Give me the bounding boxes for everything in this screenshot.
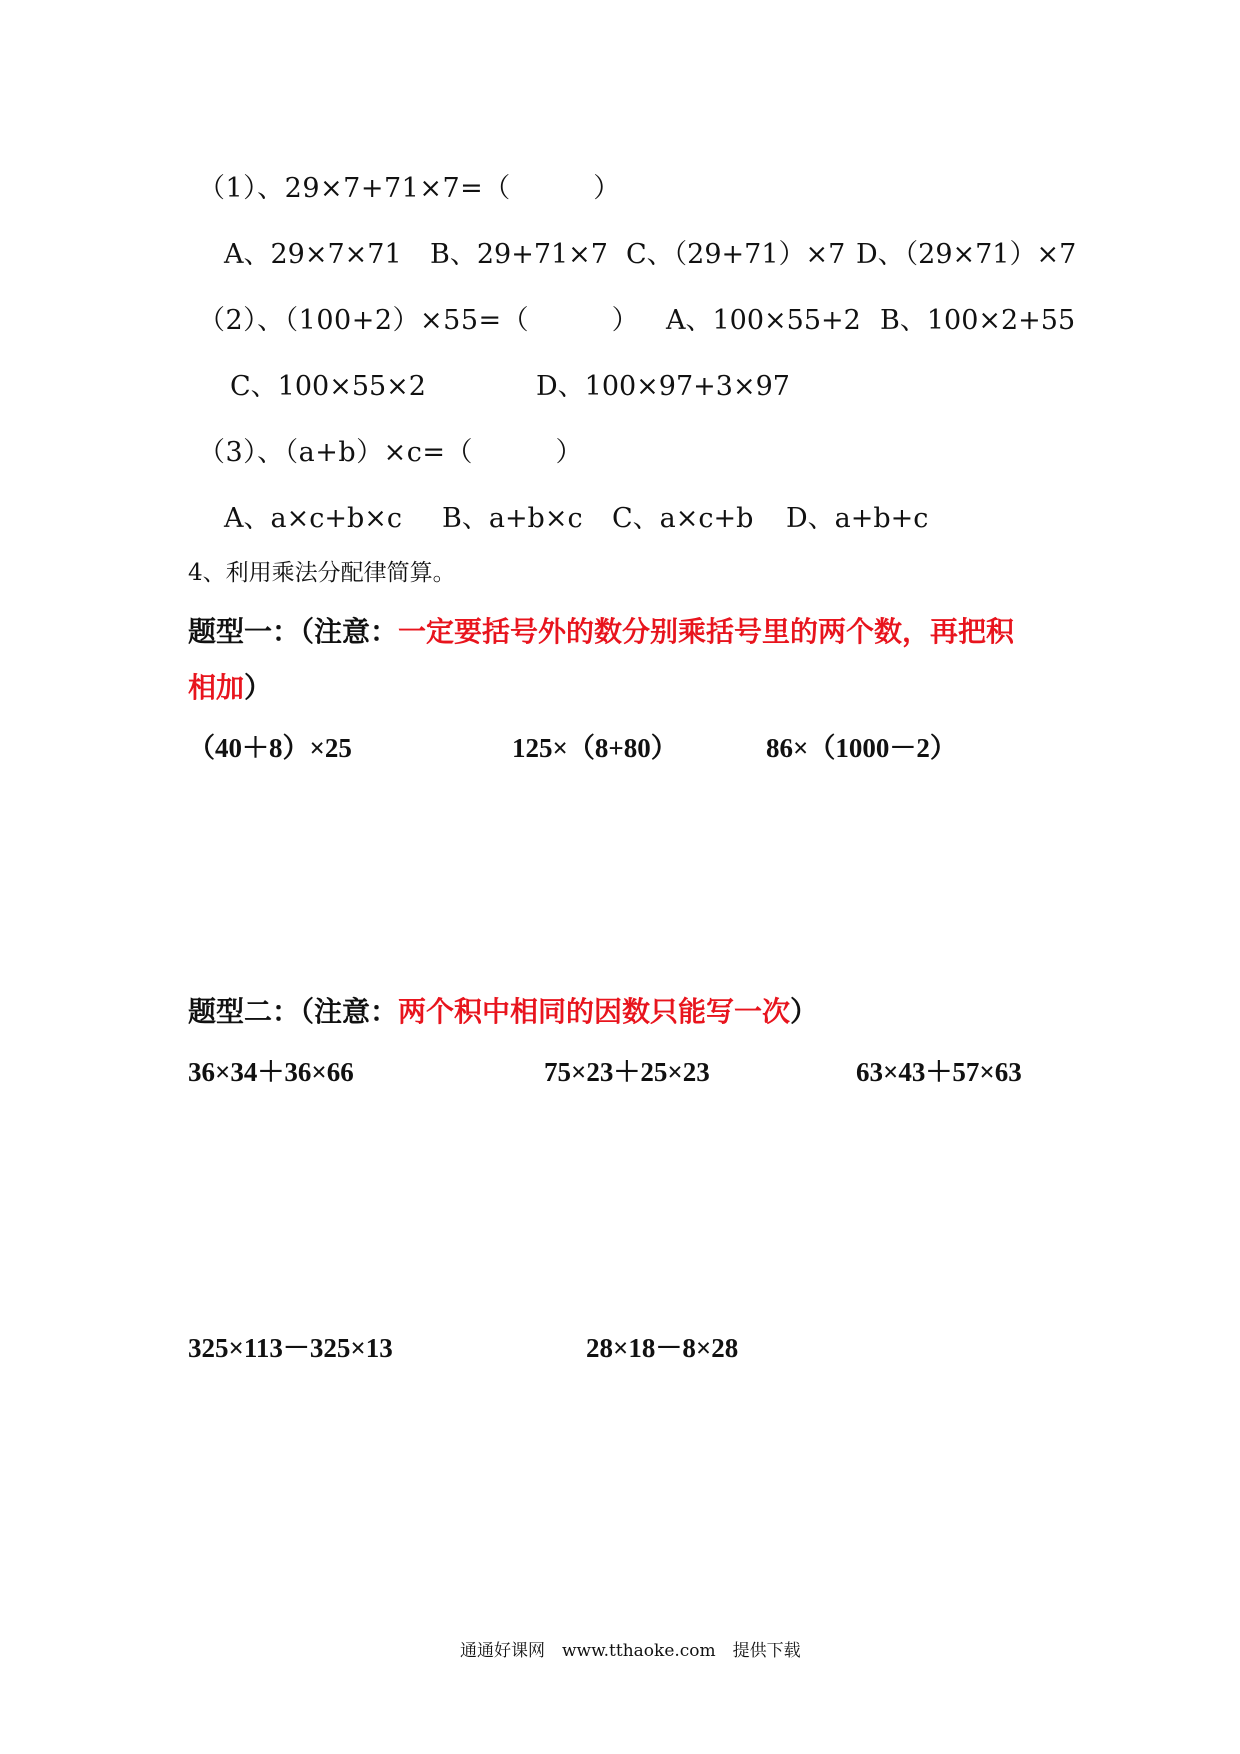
type1-problem-2: 125×（8+80） (512, 733, 678, 763)
type1-problem-1: （40＋8）×25 (188, 733, 352, 763)
q3-item1-option-a: A、29×7×71 (224, 239, 402, 270)
q3-item3-option-b: B、a+b×c (442, 503, 583, 534)
q3-item1-stem: （1）、29×7+71×7=（ ） (198, 173, 621, 204)
q3-item2-option-b: B、100×2+55 (880, 305, 1076, 336)
type1-header-cont (188, 666, 272, 706)
page-footer: 通通好课网 www.tthaoke.com 提供下载 (460, 1641, 801, 1661)
q3-item1-option-b: B、29+71×7 (430, 239, 608, 270)
type1-prefix: 题型一：（注意： (188, 615, 399, 648)
type2-prefix: 题型二：（注意： (188, 995, 399, 1028)
type2-problem-2: 75×23＋25×23 (544, 1057, 710, 1087)
q3-item2-option-c: C、100×55×2 (230, 371, 426, 402)
q3-item1-option-d: D、（29×71）×7 (856, 239, 1077, 270)
q3-item1-option-c: C、（29+71）×7 (626, 239, 846, 270)
type1-note-line1: 一定要括号外的数分别乘括号里的两个数，再把积 (398, 615, 1015, 648)
type2-problem-5: 28×18－8×28 (586, 1333, 739, 1363)
q3-item3-option-d: D、a+b+c (786, 503, 929, 534)
type2-note: 两个积中相同的因数只能写一次 (398, 995, 791, 1028)
type2-suffix: ） (790, 995, 819, 1028)
q3-item2-option-d: D、100×97+3×97 (536, 371, 790, 402)
type1-header (188, 610, 1014, 650)
type1-note-line2: 相加 (188, 671, 245, 704)
q3-item2-option-a: A、100×55+2 (666, 305, 861, 336)
type2-header (188, 990, 818, 1030)
type1-problem-3: 86×（1000－2） (766, 733, 957, 763)
q3-item3-stem: （3）、（a+b）×c=（ ） (198, 437, 584, 468)
type1-suffix: ） (244, 671, 273, 704)
type2-problem-1: 36×34＋36×66 (188, 1057, 354, 1087)
q4-title: 4、利用乘法分配律简算。 (188, 560, 456, 586)
q3-item3-option-a: A、a×c+b×c (224, 503, 402, 534)
type2-problem-4: 325×113－325×13 (188, 1333, 393, 1363)
q3-item3-option-c: C、a×c+b (612, 503, 754, 534)
q3-item2-stem: （2）、（100+2）×55=（ ） (198, 305, 640, 336)
type2-problem-3: 63×43＋57×63 (856, 1057, 1022, 1087)
